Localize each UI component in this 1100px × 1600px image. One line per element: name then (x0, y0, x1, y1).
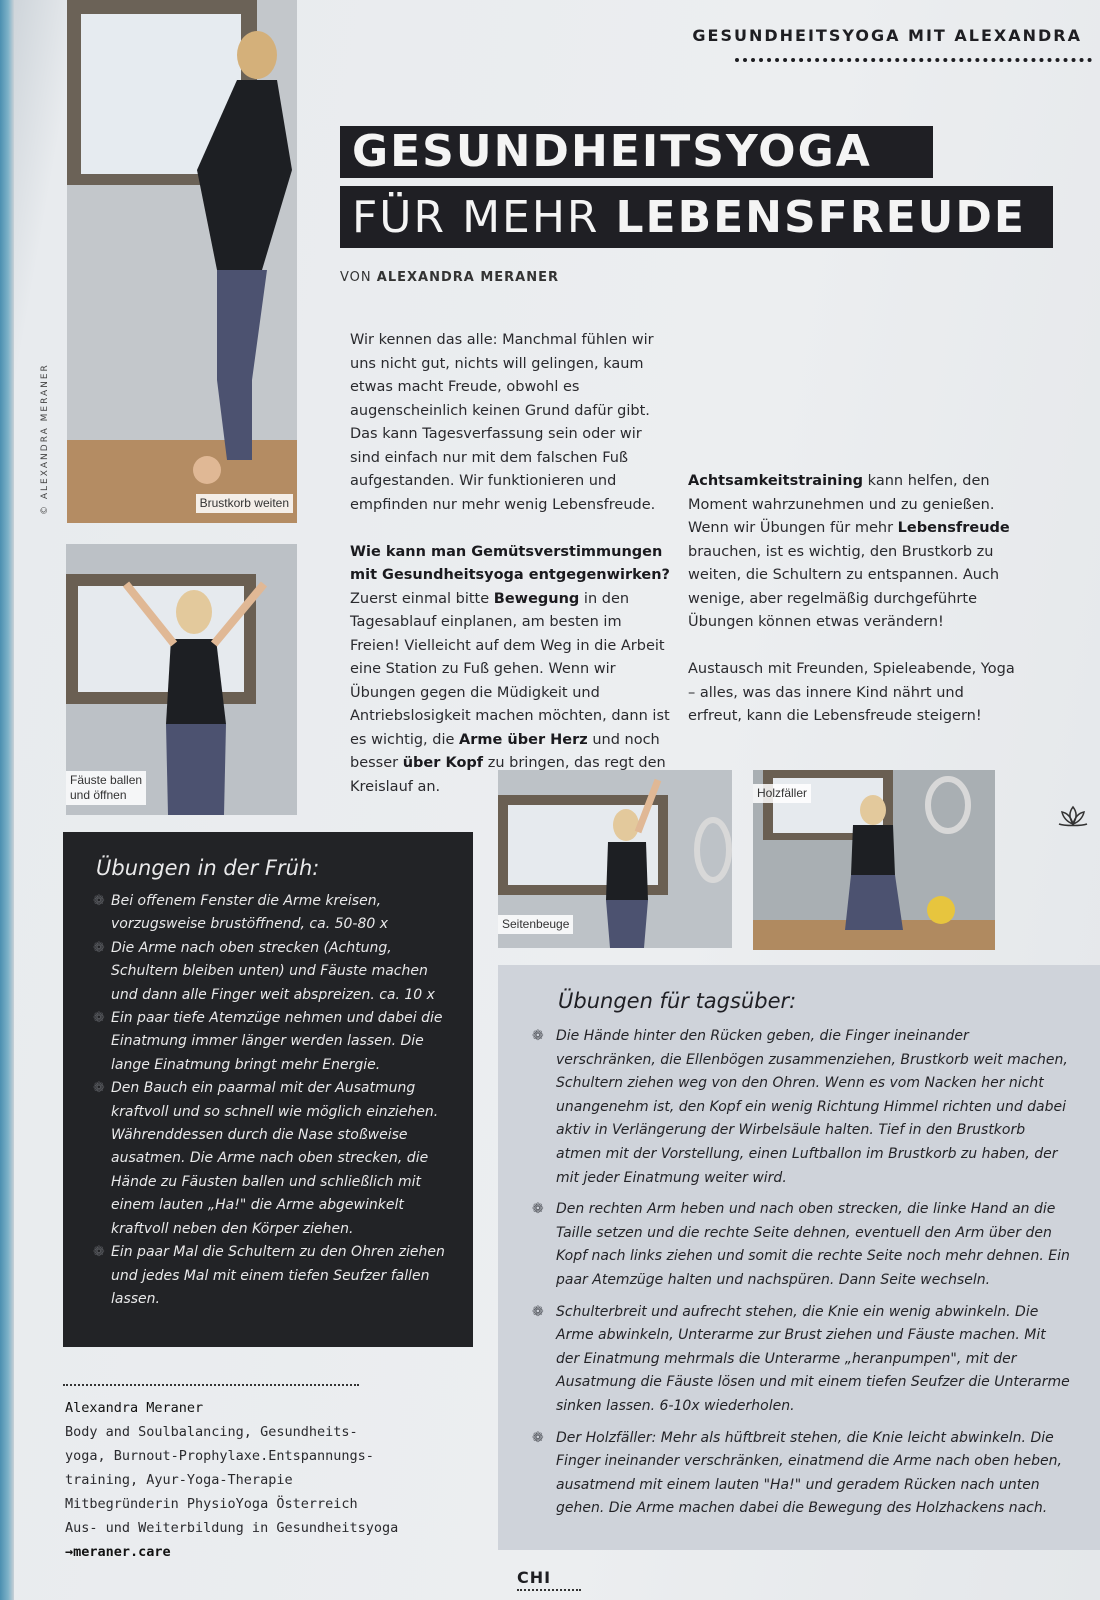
morning-item: ❁ Bei offenem Fenster die Arme kreisen, vorzugsweise brustöffnend, ca. 50-80 x (93, 890, 453, 937)
caption-faeuste-l1: Fäuste ballen (70, 773, 143, 787)
flower-bullet-icon: ❁ (93, 939, 105, 956)
morning-item: ❁ Den Bauch ein paarmal mit der Ausatmung kraftvoll und so schnell wie möglich einziehen. Währenddessen durch die Nase stoßweise ausatmen. Die Arme nach oben strecken, die Hände zu Fäusten ballen und schließlich mit einem lauten „Ha!" die Arme abgewinkelt kraftvoll neben den Körper ziehen. (93, 1077, 453, 1241)
question-heading: Wie kann man Gemütsverstimmungen mit Gesundheitsyoga entgegenwirken? (350, 543, 670, 583)
kicker-divider (735, 58, 1092, 62)
copyright-mark: © (40, 504, 50, 515)
bio-line: Body and Soulbalancing, Gesundheits- (65, 1424, 358, 1440)
daytime-item: ❁ Die Hände hinter den Rücken geben, die Finger ineinander verschränken, die Ellenbögen zusammenziehen, Brustkorb weit machen, Schultern ziehen weg von den Ohren. Wenn es vom Nacken her nicht unangenehm ist, den Kopf ein wenig Richtung Himmel richten und dabei aktiv in Verlängerung der Wirbelsäule halten. Tief in den Brustkorb atmen mit der Vorstellung, einen Luftballon im Brustkorb zu haben, der mit jeder Einatmung weiter wird. (518, 1025, 1070, 1190)
flower-bullet-icon: ❁ (93, 1080, 105, 1097)
bio-line: training, Ayur-Yoga-Therapie (65, 1472, 293, 1488)
daytime-exercises-box (498, 965, 1100, 1550)
flower-bullet-icon: ❁ (532, 1028, 544, 1044)
caption-faeuste-l2: und öffnen (70, 788, 127, 802)
photo-brustkorb-illustration (67, 0, 297, 523)
author-bio (65, 1396, 465, 1564)
caption-seitenbeuge: Seitenbeuge (498, 915, 573, 934)
byline-author: ALEXANDRA MERANER (376, 270, 560, 285)
page-spine (0, 0, 14, 1600)
section-kicker: GESUNDHEITSYOGA MIT ALEXANDRA (692, 26, 1082, 45)
headline-line-2 (340, 186, 1053, 248)
photo-credit (40, 363, 50, 515)
flower-bullet-icon: ❁ (532, 1429, 544, 1446)
body-column-2 (688, 470, 1018, 752)
headline-light: FÜR MEHR (352, 192, 616, 243)
morning-list (93, 890, 453, 1311)
photo-brustkorb-weiten (67, 0, 297, 523)
morning-item: ❁ Ein paar Mal die Schultern zu den Ohren ziehen und jedes Mal mit einem tiefen Seufzer fallen lassen. (93, 1241, 453, 1311)
daytime-item: ❁ Den rechten Arm heben und nach oben strecken, die linke Hand an die Taille setzen und die rechte Seite dehnen, eventuell den Arm über den Kopf nach links ziehen und somit die rechte Seite noch mehr dehnen. Ein paar Atemzüge halten und nachspüren. Dann Seite wechseln. (518, 1198, 1070, 1292)
bio-line: Aus- und Weiterbildung in Gesundheitsyoga (65, 1520, 399, 1536)
daytime-item: ❁ Der Holzfäller: Mehr als hüftbreit stehen, die Knie leicht abwinkeln. Die Finger ineinander verschränken, einatmend die Arme nach oben heben, ausatmend mit einem lauten "Ha!" und geradem Rücken nach unten gehen. Die Arme machen dabei die Bewegung des Holzhackens nach. (518, 1427, 1070, 1521)
flower-bullet-icon: ❁ (532, 1201, 544, 1218)
bio-website-link[interactable]: →meraner.care (65, 1544, 171, 1560)
headline-bold: LEBENSFREUDE (615, 192, 1026, 243)
flower-bullet-icon: ❁ (93, 1010, 105, 1027)
photo-faeuste-ballen (66, 544, 297, 815)
body-column-1 (350, 329, 670, 823)
morning-item: ❁ Die Arme nach oben strecken (Achtung, Schultern bleiben unten) und Fäuste machen und dann alle Finger weit abspreizen. ca. 10 x (93, 937, 453, 1007)
closing-paragraph: Austausch mit Freunden, Spieleabende, Yoga – alles, was das innere Kind nährt und erfreut, kann die Lebensfreude steigern! (688, 661, 1015, 724)
morning-exercises-box (63, 832, 473, 1347)
caption-holzfaeller: Holzfäller (753, 784, 811, 803)
question-paragraph: Wie kann man Gemütsverstimmungen mit Gesundheitsyoga entgegenwirken? Zuerst einmal bitte Bewegung in den Tagesablauf einplanen, am besten im Freien! Vielleicht auf dem Weg in die Arbeit eine Station zu Fuß gehen. Wenn wir Übungen gegen die Müdigkeit und Antriebslosigkeit machen möchten, dann ist es wichtig, die Arme über Herz und noch besser über Kopf zu bringen, das regt den Kreislauf an. (350, 543, 670, 795)
intro-paragraph: Wir kennen das alle: Manchmal fühlen wir uns nicht gut, nichts will gelingen, kaum etwas macht Freude, obwohl es augenscheinlich keinen Grund dafür gibt. Das kann Tagesverfassung sein oder wir sind einfach nur mit dem falschen Fuß aufgestanden. Wir funktionieren und empfinden nur mehr wenig Lebensfreude. (350, 332, 656, 513)
morning-title: Übungen in der Früh: (96, 856, 320, 880)
footer-divider (517, 1589, 581, 1591)
headline-line-1: GESUNDHEITSYOGA (340, 126, 933, 178)
caption-brustkorb: Brustkorb weiten (196, 494, 293, 513)
mindfulness-paragraph: Achtsamkeitstraining kann helfen, den Moment wahrzunehmen und zu genießen. Wenn wir Übungen für mehr Lebensfreude brauchen, ist es wichtig, den Brustkorb zu weiten, die Schultern zu entspannen. Auch wenige, aber regelmäßig durchgeführte Übungen können etwas verändern! (688, 473, 1010, 630)
bio-divider (63, 1384, 359, 1386)
flower-bullet-icon: ❁ (93, 1244, 105, 1261)
daytime-list (518, 1025, 1070, 1521)
byline (340, 270, 559, 285)
bio-name: Alexandra Meraner (65, 1400, 204, 1416)
flower-bullet-icon: ❁ (532, 1303, 544, 1320)
daytime-title: Übungen für tagsüber: (558, 989, 797, 1013)
bio-line: yoga, Burnout-Prophylaxe.Entspannungs- (65, 1448, 374, 1464)
photo-credit-text: ALEXANDRA MERANER (40, 363, 50, 500)
byline-prefix: VON (340, 270, 377, 285)
daytime-item: ❁ Schulterbreit und aufrecht stehen, die Knie ein wenig abwinkeln. Die Arme abwinkeln, Unterarme zur Brust ziehen und Fäuste machen. Mit der Einatmung mehrmals die Unterarme „heranpumpen", mit der Ausatmung die Fäuste lösen und mit einem tiefen Seufzer die Unterarme sinken lassen. 6-10x wiederholen. (518, 1301, 1070, 1419)
magazine-brand: CHI (517, 1568, 552, 1587)
caption-faeuste (66, 771, 146, 805)
photo-holzfaeller (753, 770, 995, 950)
lotus-icon (1056, 804, 1090, 828)
flower-bullet-icon: ❁ (93, 893, 105, 909)
bio-line: Mitbegründerin PhysioYoga Österreich (65, 1496, 358, 1512)
morning-item: ❁ Ein paar tiefe Atemzüge nehmen und dabei die Einatmung immer länger werden lassen. Die lange Einatmung bringt mehr Energie. (93, 1007, 453, 1077)
